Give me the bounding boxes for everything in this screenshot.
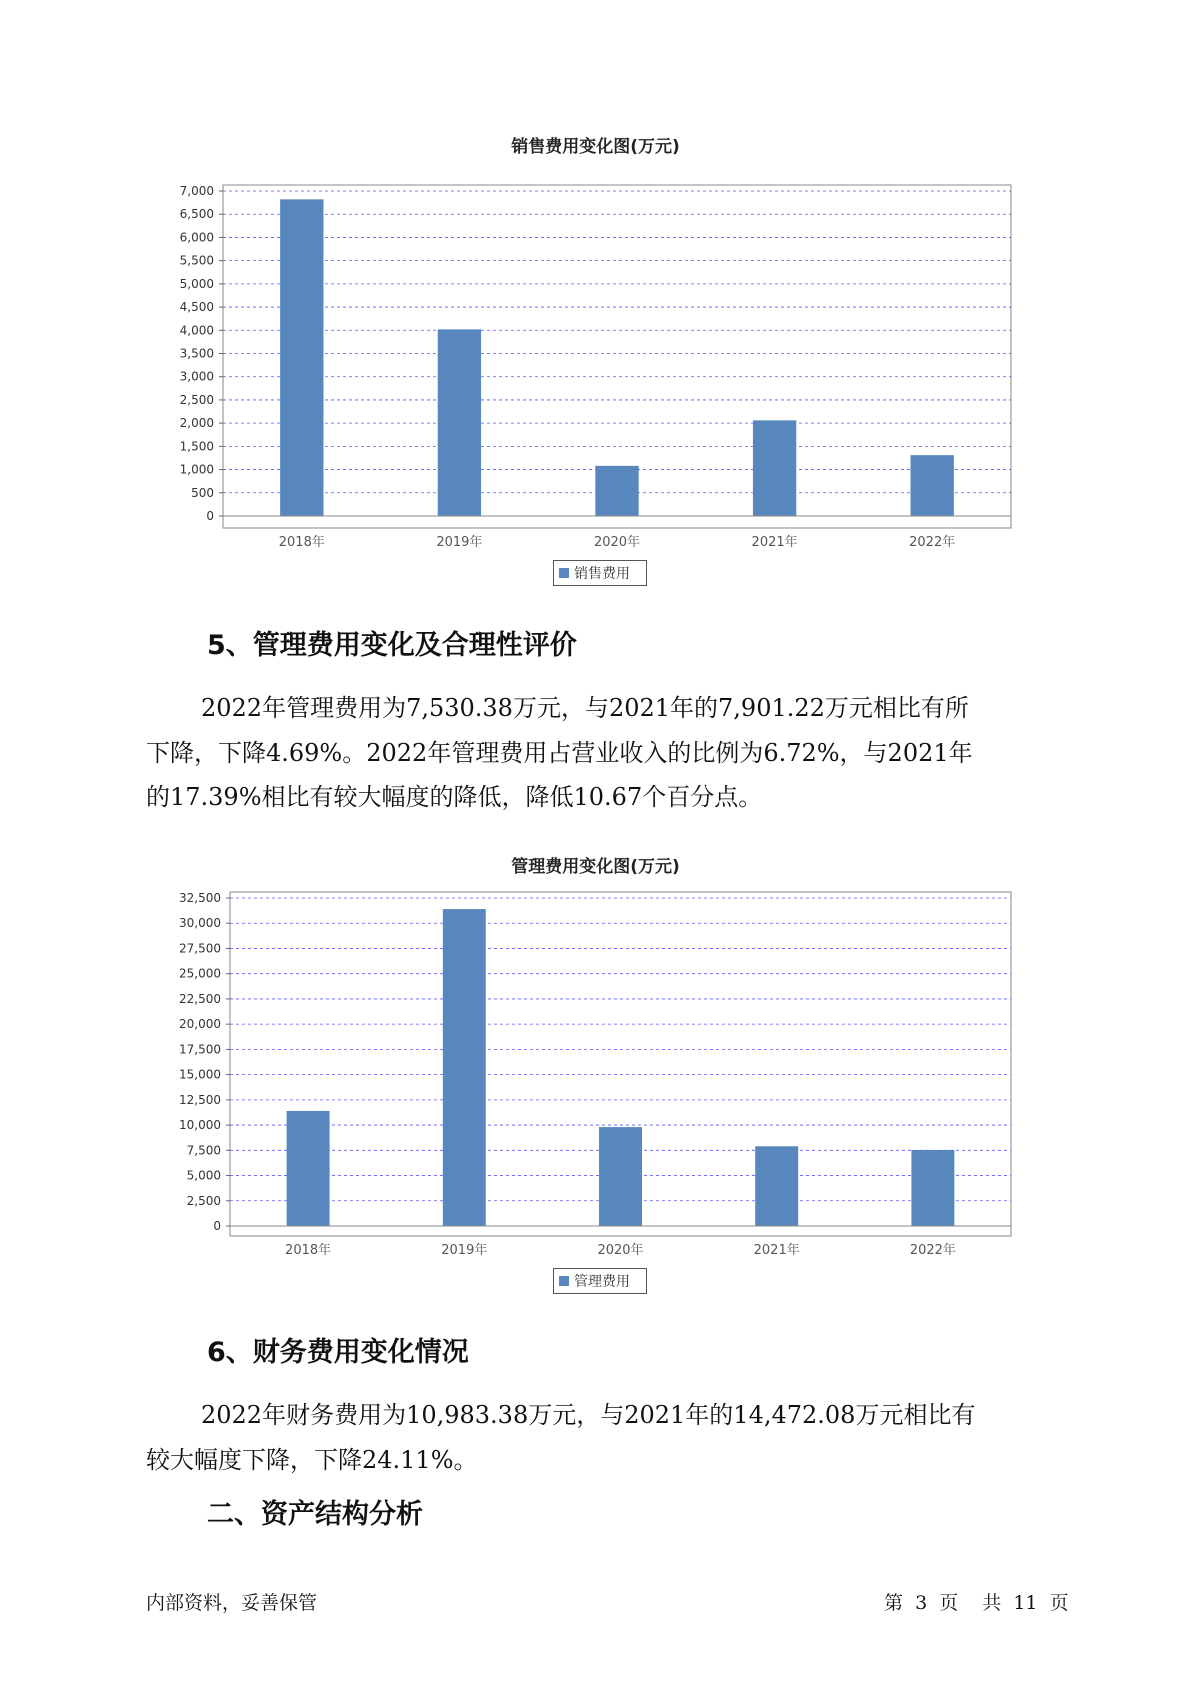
chart-legend-admin — [553, 1268, 647, 1294]
y-tick-label: 17,500 — [179, 1042, 221, 1057]
y-tick-label: 1,500 — [179, 439, 214, 454]
y-tick-label: 12,500 — [179, 1092, 221, 1107]
section-6-heading: 6、财务费用变化情况 — [207, 1337, 469, 1368]
footer-left-note: 内部资料，妥善保管 — [146, 1592, 318, 1614]
bar — [287, 1111, 330, 1226]
x-tick-label: 2021年 — [753, 1243, 800, 1258]
y-tick-label: 30,000 — [179, 916, 221, 931]
y-tick-label: 5,000 — [179, 276, 214, 291]
legend-label: 销售费用 — [574, 566, 630, 582]
paragraph-line: 2022年管理费用为7,530.38万元，与2021年的7,901.22万元相比有所 — [201, 694, 969, 722]
chart-title-sales: 销售费用变化图(万元) — [511, 137, 680, 157]
y-tick-label: 25,000 — [179, 966, 221, 981]
section-5-heading: 5、管理费用变化及合理性评价 — [207, 630, 577, 661]
y-tick-label: 2,500 — [186, 1193, 221, 1208]
y-tick-label: 32,500 — [179, 891, 221, 905]
y-tick-label: 0 — [206, 509, 214, 523]
y-tick-label: 500 — [191, 485, 214, 500]
section-6-paragraph — [146, 1393, 1046, 1482]
page-number: 3 — [915, 1592, 928, 1614]
y-tick-label: 6,500 — [179, 207, 214, 222]
y-tick-label: 10,000 — [179, 1118, 221, 1133]
bar — [599, 1127, 642, 1226]
y-tick-label: 22,500 — [179, 991, 221, 1006]
y-tick-label: 5,500 — [179, 253, 214, 268]
chart-title-admin: 管理费用变化图(万元) — [511, 857, 680, 877]
paragraph-line: 较大幅度下降，下降24.11%。 — [146, 1445, 478, 1474]
footer-page-indicator — [884, 1588, 1069, 1615]
y-tick-label: 7,000 — [179, 184, 214, 198]
x-tick-label: 2019年 — [436, 535, 483, 550]
y-tick-label: 3,000 — [179, 369, 214, 384]
total-pages: 11 — [1013, 1592, 1038, 1614]
page-label-suffix: 页 — [939, 1592, 959, 1614]
y-tick-label: 6,000 — [179, 230, 214, 245]
y-tick-label: 3,500 — [179, 346, 214, 361]
paragraph-line: 2022年财务费用为10,983.38万元，与2021年的14,472.08万元相比有 — [201, 1401, 976, 1429]
total-label-suffix: 页 — [1049, 1592, 1069, 1614]
x-tick-label: 2019年 — [441, 1243, 488, 1258]
bar — [443, 909, 486, 1226]
y-tick-label: 5,000 — [186, 1168, 221, 1183]
y-tick-label: 2,000 — [179, 416, 214, 431]
x-tick-label: 2022年 — [909, 535, 956, 550]
x-tick-label: 2021年 — [751, 535, 798, 550]
y-tick-label: 2,500 — [179, 392, 214, 407]
y-tick-label: 4,000 — [179, 323, 214, 338]
x-tick-label: 2020年 — [593, 535, 641, 550]
section-two-heading: 二、资产结构分析 — [207, 1499, 423, 1530]
y-tick-label: 1,000 — [179, 462, 214, 477]
x-tick-label: 2018年 — [278, 535, 325, 550]
bar — [755, 1146, 798, 1226]
y-tick-label: 15,000 — [179, 1067, 221, 1082]
y-tick-label: 27,500 — [179, 941, 221, 956]
x-tick-label: 2020年 — [597, 1243, 644, 1258]
legend-swatch — [559, 1276, 569, 1286]
paragraph-line: 的17.39%相比有较大幅度的降低，降低10.67个百分点。 — [146, 783, 763, 811]
y-tick-label: 20,000 — [179, 1017, 221, 1032]
total-label-prefix: 共 — [982, 1592, 1002, 1614]
y-tick-label: 0 — [213, 1219, 221, 1233]
paragraph-line: 下降，下降4.69%。2022年管理费用占营业收入的比例为6.72%，与2021年 — [146, 738, 973, 767]
bar — [911, 1150, 954, 1226]
x-tick-label: 2018年 — [285, 1243, 332, 1258]
y-tick-label: 4,500 — [179, 300, 214, 315]
y-tick-label: 7,500 — [186, 1143, 221, 1158]
legend-label: 管理费用 — [574, 1274, 630, 1290]
x-tick-label: 2022年 — [909, 1243, 956, 1258]
page-label-prefix: 第 — [884, 1592, 904, 1614]
